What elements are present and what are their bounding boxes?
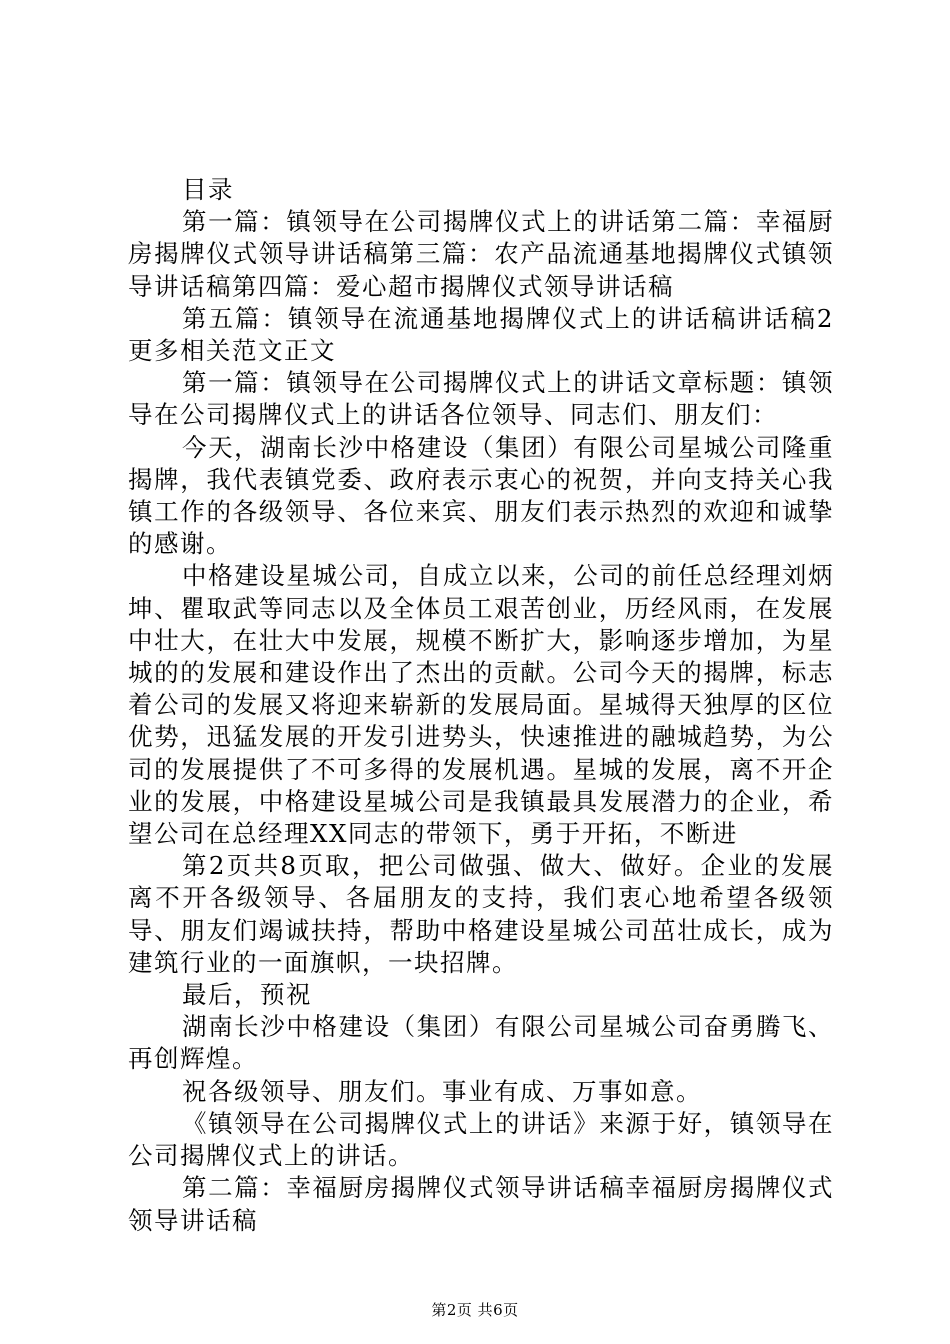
toc-entries-1-4: 第一篇：镇领导在公司揭牌仪式上的讲话第二篇：幸福厨房揭牌仪式领导讲话稿第三篇：农产品流通基地揭牌仪式镇领导讲话稿第四篇：爱心超市揭牌仪式领导讲话稿 xyxy=(128,207,834,301)
toc-heading: 目录 xyxy=(182,175,234,204)
body-paragraph: 《镇领导在公司揭牌仪式上的讲话》来源于好，镇领导在公司揭牌仪式上的讲话。 xyxy=(128,1108,834,1171)
body-paragraph: 第2页共8页取，把公司做强、做大、做好。企业的发展离不开各级领导、各届朋友的支持，我们衷心地希望各级领导、朋友们竭诚扶持，帮助中格建设星城公司茁壮成长，成为建筑行业的一面旗帜，一块招牌。 xyxy=(128,851,834,977)
body-paragraph: 祝各级领导、朋友们。事业有成、万事如意。 xyxy=(182,1076,702,1106)
section-title: 第二篇：幸福厨房揭牌仪式领导讲话稿幸福厨房揭牌仪式领导讲话稿 xyxy=(128,1173,834,1235)
body-paragraph: 湖南长沙中格建设（集团）有限公司星城公司奋勇腾飞、再创辉煌。 xyxy=(128,1012,834,1074)
body-paragraph: 中格建设星城公司，自成立以来，公司的前任总经理刘炳坤、瞿取武等同志以及全体员工艰苦创业，历经风雨，在发展中壮大，在壮大中发展，规模不断扩大，影响逐步增加，为星城的的发展和建设作出了杰出的贡献。公司今天的揭牌，标志着公司的发展又将迎来崭新的发展局面。星城得天独厚的区位优势，迅猛发展的开发引进势头，快速推进的融城趋势，为公司的发展提供了不可多得的发展机遇。星城的发展，离不开企业的发展，中格建设星城公司是我镇最具发展潜力的企业，希望公司在总经理XX同志的带领下，勇于开拓，不断进 xyxy=(128,561,834,849)
page-footer: 第2页 共6页 xyxy=(431,1301,519,1319)
document-body xyxy=(128,174,834,1237)
article-title: 第一篇：镇领导在公司揭牌仪式上的讲话文章标题：镇领导在公司揭牌仪式上的讲话各位领导、同志们、朋友们： xyxy=(128,368,834,430)
body-paragraph: 今天，湖南长沙中格建设（集团）有限公司星城公司隆重揭牌，我代表镇党委、政府表示衷心的祝贺，并向支持关心我镇工作的各级领导、各位来宾、朋友们表示热烈的欢迎和诚挚的感谢。 xyxy=(128,432,834,559)
body-paragraph: 最后，预祝 xyxy=(182,980,312,1010)
toc-entry-5: 第五篇：镇领导在流通基地揭牌仪式上的讲话稿讲话稿2更多相关范文正文 xyxy=(128,303,834,366)
